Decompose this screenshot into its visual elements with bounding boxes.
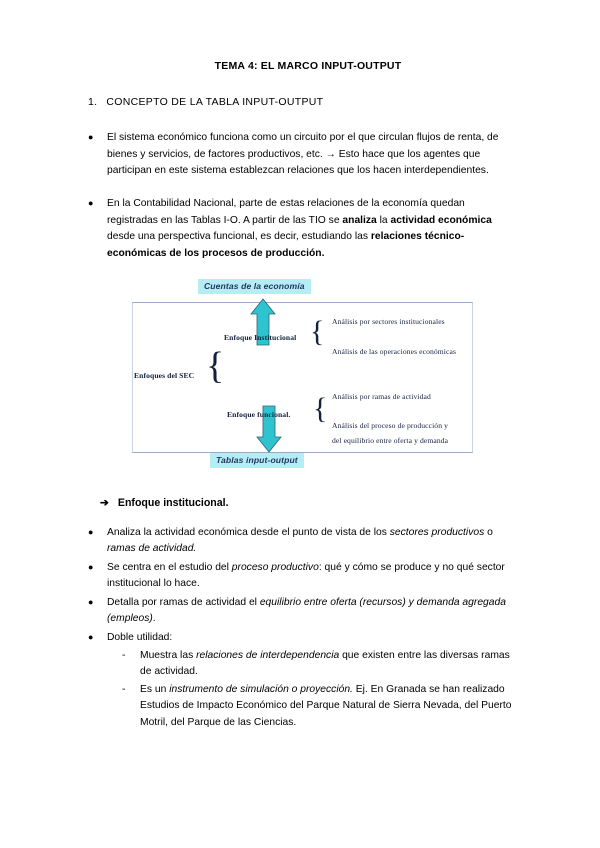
text-segment-italic: equilibrio entre oferta (recursos) y demanda agregada (empleos) (107, 596, 506, 625)
subsection-heading-text: Enfoque institucional. (117, 496, 229, 509)
list-item (88, 560, 518, 593)
diagram-tag-cuentas: Cuentas de la economía (198, 279, 311, 295)
text-segment: Se centra en el estudio del (107, 561, 232, 573)
text-segment-bold: analiza (342, 214, 377, 226)
bullet-dot-icon: ● (88, 596, 94, 607)
page-title: TEMA 4: EL MARCO INPUT-OUTPUT (214, 60, 402, 72)
bullet-dot-icon: ● (88, 198, 94, 209)
bullet-dot-icon: ● (88, 631, 94, 642)
text-segment-bold: relaciones técnico-económicas de los procesos de producción. (107, 231, 465, 260)
sub-list-item-text (140, 682, 518, 731)
diagram-brace-functional: { (313, 391, 328, 425)
bullet-dot-icon: ● (88, 526, 94, 537)
diagram-brace-institutional: { (310, 314, 325, 348)
text-segment-italic: ramas de actividad. (107, 543, 197, 555)
list-item (88, 595, 518, 628)
text-segment-italic: instrumento de simulación o proyección. (169, 683, 353, 695)
text-segment-italic: proceso productivo (231, 561, 319, 573)
section-heading (88, 96, 518, 108)
bullet-text: El sistema económico funciona como un circuito por el que circulan flujos de renta, de bienes y servicios, de factores productivos, etc. → Esto hace que los agentes que participan en este sistema establezcan relaciones que los hacen interdependientes. (107, 132, 499, 177)
diagram-leaf-2: Análisis de las operaciones económicas (332, 346, 456, 356)
diagram-brace-root: { (206, 344, 225, 387)
bullet-dot-icon: ● (88, 132, 94, 142)
bullet-dot-icon: ● (88, 561, 94, 572)
sub-list-item (122, 682, 518, 731)
text-segment: : qué y cómo se produce y no qué sector institucional lo hace. (107, 561, 505, 590)
section-number: 1. (88, 96, 98, 108)
sub-list-item-text (140, 648, 518, 681)
dash-marker-icon: - (122, 649, 126, 661)
diagram-leaf-1: Análisis por sectores institucionales (332, 316, 445, 326)
text-segment: Ej. En Granada se han realizado Estudios de Impacto Económico del Parque Natural de Sierra Nevada, del Puerto Motril, del Parque de las Ciencias. (140, 683, 512, 728)
text-segment-italic: relaciones de interdependencia (196, 649, 340, 661)
diagram-tag-tablas: Tablas input-output (210, 453, 304, 469)
document-body (88, 60, 518, 732)
subsection-heading (100, 497, 518, 509)
sec-approaches-diagram (132, 279, 492, 475)
diagram-branch-institutional: Enfoque Institucional (224, 332, 297, 342)
diagram-leaf-3: Análisis por ramas de actividad (332, 391, 431, 401)
diagram-leaf-4-line1: Análisis del proceso de producción y (332, 420, 449, 430)
text-segment: Muestra las (140, 649, 197, 661)
list-item (88, 130, 518, 180)
text-segment: Detalla por ramas de actividad el (107, 596, 260, 608)
text-segment: Analiza la actividad económica desde el punto de vista de los (107, 526, 390, 538)
list-item (88, 630, 518, 646)
sub-list-item (122, 648, 518, 681)
arrow-right-icon: ➔ (100, 496, 109, 509)
bullet-text (107, 560, 518, 593)
text-segment: Es un (140, 683, 170, 695)
bullet-text: Doble utilidad: (107, 631, 173, 643)
bullet-text (107, 525, 518, 558)
section-heading-text: CONCEPTO DE LA TABLA INPUT-OUTPUT (106, 96, 324, 108)
text-segment: . (152, 613, 156, 625)
text-segment-bold: actividad económica (390, 214, 492, 226)
text-segment: En la Contabilidad Nacional, parte de estas relaciones de la economía quedan registradas en las Tablas I-O. A partir de las TIO se (107, 198, 465, 226)
dash-marker-icon: - (122, 683, 126, 695)
diagram-root-label: Enfoques del SEC (134, 370, 195, 380)
text-segment: la (376, 214, 391, 226)
bullet-text (107, 196, 518, 263)
diagram-branch-functional: Enfoque funcional. (227, 409, 291, 419)
text-segment-italic: sectores productivos (389, 526, 485, 538)
list-item (88, 525, 518, 558)
bullet-text (107, 595, 518, 628)
text-segment: que existen entre las diversas ramas de actividad. (140, 649, 510, 678)
diagram-leaf-4-line2: del equilibrio entre oferta y demanda (332, 435, 449, 445)
text-segment: o (484, 526, 493, 538)
text-segment: desde una perspectiva funcional, es decir, estudiando las (107, 231, 371, 243)
list-item (88, 196, 518, 263)
